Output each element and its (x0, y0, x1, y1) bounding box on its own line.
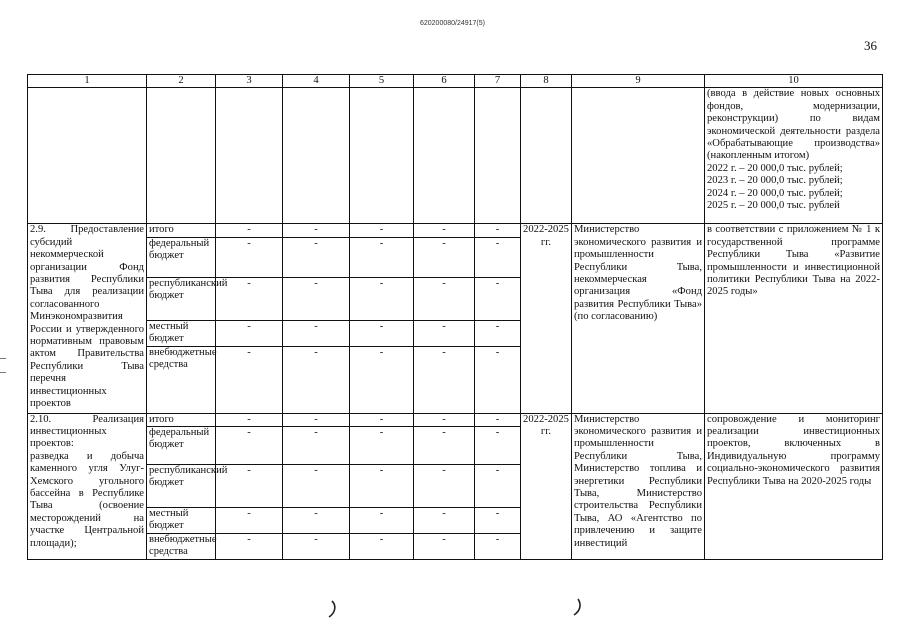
value-cell: - (216, 465, 283, 508)
value-cell: - (283, 346, 350, 413)
result-cell: в соответствии с приложением № 1 к государственной программе Республики Тыва «Развитие промышленности и инвестиционной политики Республики Тыва на 2022-2025 годы» (705, 224, 883, 413)
executor-cell: Министерство экономического развития и промышленности Республики Тыва, Министерство топлива и энергетики Республики Тыва, Министерство строительства Республики Тыва, АО «Агентство по привлечению и защите инвестиций (572, 413, 705, 559)
value-cell: - (414, 413, 475, 426)
continuation-result-cell: (ввода в действие новых основных фондов, модернизации, реконструкции) по видам экономической деятельности раздела «Обрабатывающие производства» (накопленным итогом) 2022 г. – 20 000,0 тыс. рублей; 2023 г. – 20 000,0 тыс. рублей; 2024 г. – 20 000,0 тыс. рублей; 2025 г. – 20 000,0 тыс. рублей (705, 88, 883, 224)
period-cell: 2022-2025 гг. (521, 413, 572, 559)
col-header: 4 (283, 75, 350, 88)
value-cell: - (414, 237, 475, 277)
continuation-row (28, 88, 883, 224)
funding-label: местный бюджет (147, 508, 216, 534)
funding-label: итого (147, 413, 216, 426)
value-cell: - (414, 427, 475, 465)
value-cell: - (350, 427, 414, 465)
value-cell: - (283, 237, 350, 277)
document-id: 620200080/24917(5) (419, 20, 485, 27)
value-cell: - (216, 320, 283, 346)
col-header: 8 (521, 75, 572, 88)
column-number-row (28, 75, 883, 88)
value-cell: - (350, 533, 414, 559)
value-cell: - (475, 224, 521, 237)
funding-label: внебюджетные средства (147, 533, 216, 559)
value-cell: - (414, 224, 475, 237)
pen-stroke-mark (326, 598, 340, 620)
result-cell: сопровождение и мониторинг реализации инвестиционных проектов, включенных в Индивидуальную программу социально-экономического развития Республики Тыва на 2020-2025 годы (705, 413, 883, 559)
col-header: 6 (414, 75, 475, 88)
value-cell: - (350, 277, 414, 320)
table-row (28, 224, 883, 237)
value-cell: - (216, 277, 283, 320)
value-cell: - (475, 427, 521, 465)
col-header: 1 (28, 75, 147, 88)
value-cell: - (414, 346, 475, 413)
value-cell: - (350, 508, 414, 534)
col-header: 3 (216, 75, 283, 88)
value-cell: - (414, 320, 475, 346)
value-cell: - (283, 533, 350, 559)
pen-stroke-mark (571, 596, 585, 618)
value-cell: - (475, 346, 521, 413)
col-header: 2 (147, 75, 216, 88)
margin-mark (0, 358, 6, 359)
value-cell: - (475, 465, 521, 508)
value-cell: - (283, 277, 350, 320)
measure-name-cell: 2.9. Предоставление субсидий некоммерческой организации Фонд развития Республики Тыва для реализации согласованного Минэкономразвития России и утвержденного нормативным правовым актом Правительства Республики Тыва перечня инвестиционных проектов (28, 224, 147, 413)
value-cell: - (216, 413, 283, 426)
value-cell: - (283, 224, 350, 237)
value-cell: - (350, 320, 414, 346)
value-cell: - (283, 427, 350, 465)
funding-label: республиканский бюджет (147, 465, 216, 508)
program-table (27, 74, 883, 560)
value-cell: - (283, 320, 350, 346)
value-cell: - (475, 533, 521, 559)
value-cell: - (216, 508, 283, 534)
value-cell: - (216, 533, 283, 559)
value-cell: - (216, 427, 283, 465)
value-cell: - (414, 277, 475, 320)
value-cell: - (283, 413, 350, 426)
table-row (28, 413, 883, 426)
value-cell: - (475, 237, 521, 277)
col-header: 7 (475, 75, 521, 88)
executor-cell: Министерство экономического развития и промышленности Республики Тыва, некоммерческая организация «Фонд развития Республики Тыва» (по согласованию) (572, 224, 705, 413)
value-cell: - (414, 508, 475, 534)
margin-mark (0, 372, 6, 373)
value-cell: - (475, 413, 521, 426)
funding-label: итого (147, 224, 216, 237)
funding-label: федеральный бюджет (147, 237, 216, 277)
funding-label: республиканский бюджет (147, 277, 216, 320)
value-cell: - (216, 237, 283, 277)
value-cell: - (283, 465, 350, 508)
value-cell: - (414, 533, 475, 559)
value-cell: - (475, 508, 521, 534)
measure-name-cell: 2.10. Реализация инвестиционных проектов: разведка и добыча каменного угля Улуг-Хемского угольного бассейна в Республике Тыва (освоение месторождений на участке Центральной площади); (28, 413, 147, 559)
funding-label: федеральный бюджет (147, 427, 216, 465)
value-cell: - (414, 465, 475, 508)
funding-label: внебюджетные средства (147, 346, 216, 413)
col-header: 10 (705, 75, 883, 88)
value-cell: - (350, 237, 414, 277)
funding-label: местный бюджет (147, 320, 216, 346)
value-cell: - (216, 346, 283, 413)
period-cell: 2022-2025 гг. (521, 224, 572, 413)
value-cell: - (283, 508, 350, 534)
value-cell: - (216, 224, 283, 237)
value-cell: - (350, 465, 414, 508)
value-cell: - (350, 413, 414, 426)
page-number: 36 (864, 38, 877, 53)
value-cell: - (350, 224, 414, 237)
col-header: 5 (350, 75, 414, 88)
value-cell: - (350, 346, 414, 413)
value-cell: - (475, 320, 521, 346)
value-cell: - (475, 277, 521, 320)
col-header: 9 (572, 75, 705, 88)
